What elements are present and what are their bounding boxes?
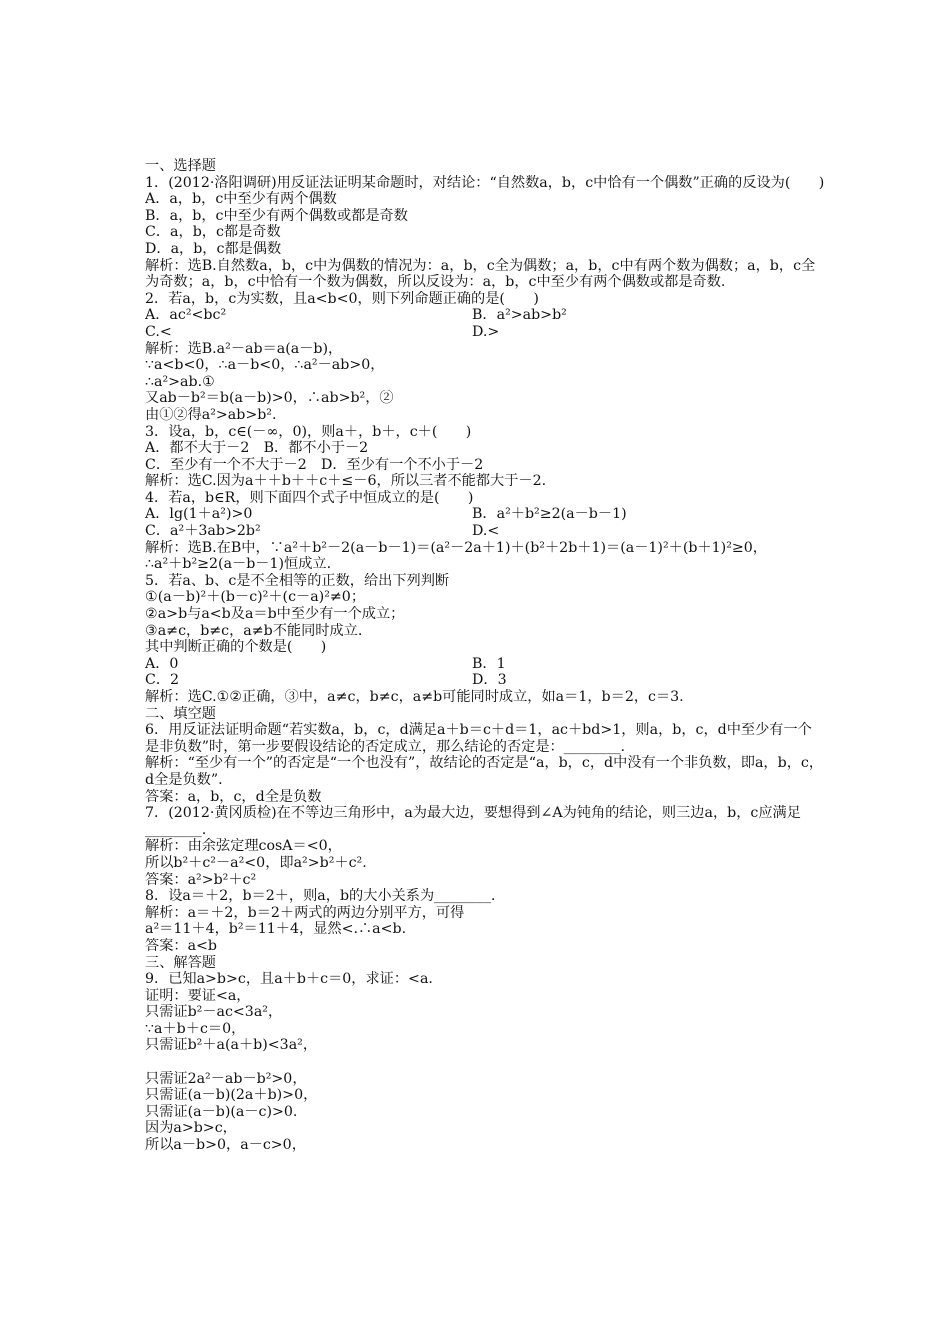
text-line: 三、解答题	[145, 954, 216, 971]
text-line: 6．用反证法证明命题“若实数a，b，c，d满足a＋b＝c＋d＝1，ac＋bd>1，则a，b，c，d中至少有一个是非负数”时，第一步要假设结论的否定成立，那么结论的否定是：________.	[145, 722, 812, 755]
text-line: B．a，b，c中至少有两个偶数或都是奇数	[145, 207, 408, 224]
text-line: ①(a－b)²＋(b－c)²＋(c－a)²≠0；	[145, 589, 366, 606]
text-line: 解析：选B.在B中，∵a²＋b²－2(a－b－1)＝(a²－2a＋1)＋(b²＋2b＋1)＝(a－1)²＋(b＋1)²≥0，	[145, 539, 767, 556]
option-row	[145, 672, 825, 689]
text-line: 只需证2a²－ab－b²>0，	[145, 1070, 307, 1087]
text-line: 因为a>b>c，	[145, 1120, 237, 1137]
text-line: 1．(2012·洛阳调研)用反证法证明某命题时，对结论：“自然数a，b，c中恰有一个偶数”正确的反设为( )	[145, 174, 825, 191]
option-text: A．0	[145, 655, 179, 672]
text-line: 只需证b²＋a(a＋b)<3a²，	[145, 1037, 318, 1054]
option-text: A．lg(1＋a²)>0	[145, 506, 253, 523]
text-line: 9．已知a>b>c，且a＋b＋c＝0，求证：<a.	[145, 971, 433, 988]
text-line: 2．若a，b，c为实数，且a<b<0，则下列命题正确的是( )	[145, 290, 539, 307]
text-line: ∵a＋b＋c＝0，	[145, 1020, 246, 1037]
text-line: 解析：选C.①②正确，③中，a≠c，b≠c，a≠b可能同时成立，如a＝1，b＝2，c＝3.	[145, 689, 684, 705]
text-line: 只需证(a－b)(a－c)>0.	[145, 1103, 298, 1120]
option-text: A．ac²<bc²	[145, 307, 227, 324]
option-row	[145, 307, 825, 324]
text-line: 只需证(a－b)(2a＋b)>0，	[145, 1087, 318, 1104]
text-line: ③a≠c，b≠c，a≠b不能同时成立.	[145, 622, 363, 639]
text-line: 其中判断正确的个数是( )	[145, 639, 327, 656]
option-text: C．2	[145, 672, 180, 689]
option-row	[145, 506, 825, 523]
text-line: 答案：a，b，c，d全是负数	[145, 788, 322, 805]
option-text: C．a²＋3ab>2b²	[145, 523, 261, 540]
text-line: 由①②得a²>ab>b².	[145, 406, 277, 423]
option-text: D.>	[472, 323, 500, 340]
text-line: C．a，b，c都是奇数	[145, 224, 281, 241]
text-line: A．a，b，c中至少有两个偶数	[145, 191, 337, 208]
text-line: 证明：要证<a，	[145, 987, 251, 1004]
text-line: 解析：a＝＋2，b＝2＋两式的两边分别平方，可得	[145, 904, 465, 921]
option-row	[145, 656, 825, 673]
document-body	[145, 158, 825, 1154]
text-line: D．a，b，c都是偶数	[145, 240, 282, 257]
text-line: a²＝11＋4，b²＝11＋4，显然<.∴a<b.	[145, 921, 407, 938]
text-line: ∵a<b<0，∴a－b<0，∴a²－ab>0，	[145, 357, 385, 374]
option-text: B．a²>ab>b²	[472, 307, 567, 324]
text-line: A．都不大于－2 B．都不小于－2	[145, 440, 369, 457]
blank-line	[145, 1054, 825, 1071]
text-line: ∴a²>ab.①	[145, 373, 215, 390]
text-line: 8．设a＝＋2，b＝2＋，则a，b的大小关系为________.	[145, 888, 496, 905]
option-row	[145, 324, 825, 341]
text-line: 答案：a<b	[145, 937, 217, 954]
text-line: 5．若a、b、c是不全相等的正数，给出下列判断	[145, 572, 450, 589]
text-line: 3．设a，b，c∈(－∞，0)，则a＋，b＋，c＋( )	[145, 423, 472, 440]
text-line: 解析：“至少有一个”的否定是“一个也没有”，故结论的否定是“a，b，c，d中没有一个非负数，即a，b，c，d全是负数”.	[145, 755, 824, 788]
option-text: B．a²＋b²≥2(a－b－1)	[472, 506, 627, 523]
text-line: 二、填空题	[145, 705, 216, 722]
text-line: ∴a²＋b²≥2(a－b－1)恒成立.	[145, 556, 332, 573]
option-text: B．1	[472, 655, 506, 672]
text-line: 解析：选C.因为a＋＋b＋＋c＋≤－6，所以三者不能都大于－2.	[145, 473, 547, 490]
text-line: 解析：由余弦定理cosA＝<0，	[145, 838, 342, 855]
text-line: 所以a－b>0，a－c>0，	[145, 1137, 306, 1154]
option-text: D.<	[472, 523, 500, 540]
text-line: 答案：a²>b²＋c²	[145, 871, 257, 888]
text-line: 一、选择题	[145, 158, 216, 174]
text-line: ②a>b与a<b及a＝b中至少有一个成立；	[145, 606, 405, 623]
text-line: 所以b²＋c²－a²<0，即a²>b²＋c².	[145, 854, 367, 871]
text-line: 只需证b²－ac<3a²，	[145, 1004, 283, 1021]
text-line: 解析：选B.自然数a，b，c中为偶数的情况为：a，b，c全为偶数；a，b，c中有两个数为偶数；a，b，c全为奇数；a，b，c中恰有一个数为偶数，所以反设为：a，b，c中至少有两个偶数或都是奇数.	[145, 257, 816, 291]
text-line: 4．若a，b∈R，则下面四个式子中恒成立的是( )	[145, 489, 474, 506]
option-text: D．3	[472, 672, 507, 689]
option-text: C.<	[145, 323, 172, 340]
text-line: 7．(2012·黄冈质检)在不等边三角形中，a为最大边，要想得到∠A为钝角的结论，则三边a，b，c应满足________.	[145, 805, 801, 838]
text-line: 解析：选B.a²－ab＝a(a－b)，	[145, 340, 343, 357]
text-line: 又ab－b²＝b(a－b)>0，∴ab>b²，②	[145, 390, 394, 407]
text-line: C．至少有一个不大于－2 D．至少有一个不小于－2	[145, 456, 484, 473]
option-row	[145, 523, 825, 540]
